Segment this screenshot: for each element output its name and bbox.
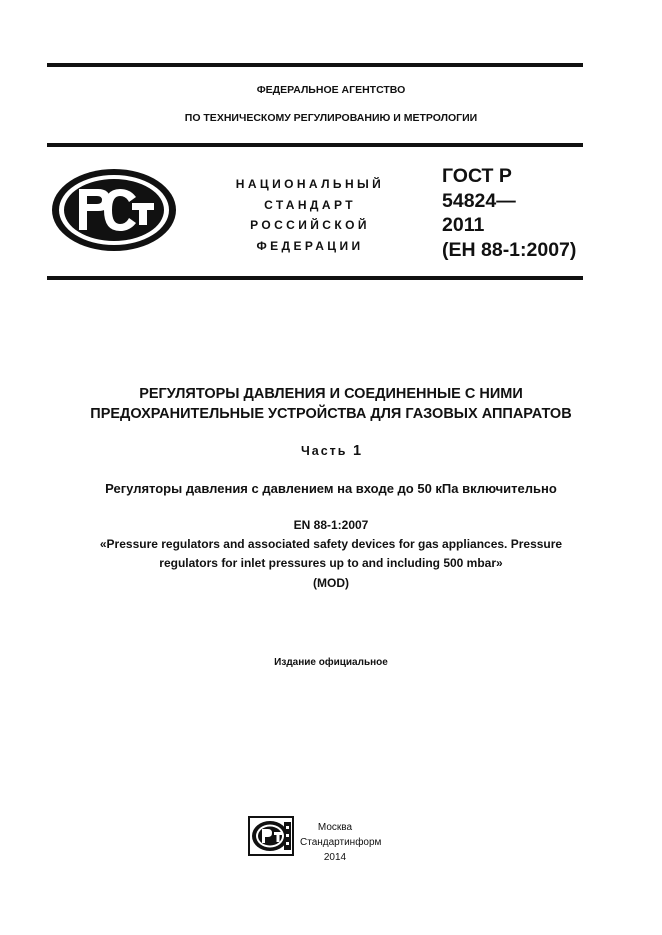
- gost-designation: [442, 164, 576, 262]
- gost-line: 54824—: [442, 189, 516, 212]
- agency-line-1: ФЕДЕРАЛЬНОЕ АГЕНТСТВО: [256, 84, 406, 96]
- part-word: Часть: [300, 444, 348, 458]
- document-title-line-2: ПРЕДОХРАНИТЕЛЬНЫЕ УСТРОЙСТВА ДЛЯ ГАЗОВЫХ АППАРАТОВ: [90, 406, 572, 422]
- edition-label: Издание официальное: [274, 657, 388, 668]
- publisher-year: 2014: [323, 852, 347, 863]
- national-line: ФЕДЕРАЦИИ: [256, 238, 364, 253]
- national-line: РОССИЙСКОЙ: [250, 218, 370, 232]
- publisher-name: Стандартинформ: [300, 837, 382, 848]
- agency-line-2: ПО ТЕХНИЧЕСКОМУ РЕГУЛИРОВАНИЮ И МЕТРОЛОГИИ: [184, 112, 478, 124]
- document-title-line-1: РЕГУЛЯТОРЫ ДАВЛЕНИЯ И СОЕДИНЕННЫЕ С НИМИ: [139, 386, 523, 402]
- document-subtitle: Регуляторы давления с давлением на входе до 50 кПа включительно: [105, 481, 557, 496]
- gost-line: 2011: [442, 214, 485, 236]
- publisher-city: Москва: [317, 822, 353, 833]
- national-standard-label: [200, 174, 420, 256]
- top-rule: [47, 63, 583, 67]
- en-title-line-1: «Pressure regulators and associated safety devices for gas appliances. Pressure: [99, 537, 563, 551]
- gost-line: ГОСТ Р: [442, 165, 512, 187]
- national-line: СТАНДАРТ: [264, 197, 356, 212]
- national-line: НАЦИОНАЛЬНЫЙ: [235, 177, 385, 191]
- gost-r-logo-icon: [50, 167, 178, 253]
- bottom-rule: [47, 276, 583, 280]
- publisher-info: [300, 820, 382, 865]
- gost-line: (ЕН 88-1:2007): [442, 238, 577, 261]
- part-label: [0, 443, 662, 459]
- en-code: EN 88-1:2007: [293, 518, 369, 532]
- part-number: 1: [352, 443, 362, 459]
- standartinform-logo-icon: [248, 816, 294, 856]
- modification-label: (MOD): [313, 576, 349, 590]
- middle-rule: [47, 143, 583, 147]
- en-title-line-2: regulators for inlet pressures up to and including 500 mbar»: [159, 556, 503, 570]
